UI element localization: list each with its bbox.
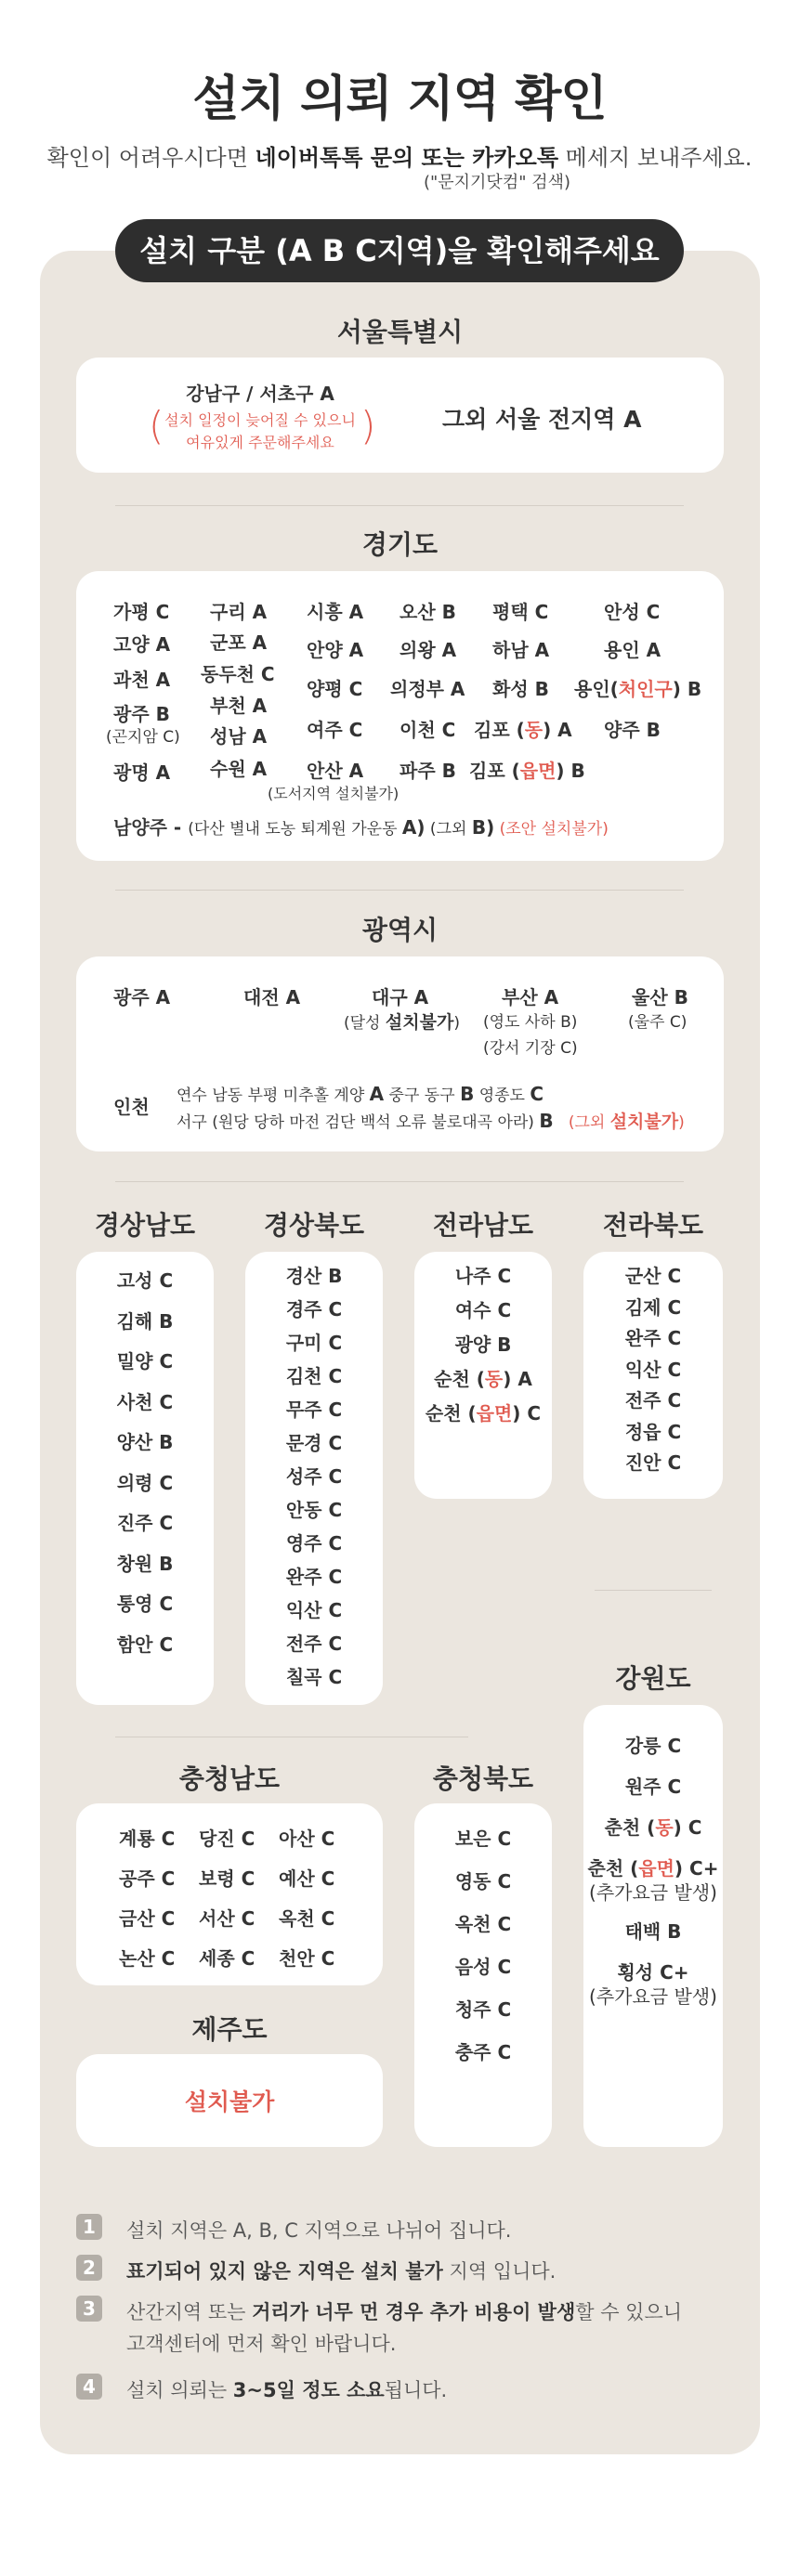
list-item: 충주 C: [454, 2041, 512, 2063]
label-end: ) B: [672, 678, 702, 700]
gyeonggi-gonjiam: (곤지암 C): [106, 728, 180, 747]
list-item: 완주 C: [285, 1566, 343, 1588]
chungnam-boryeong: 보령 C: [199, 1867, 255, 1890]
label: 연수 남동 부평 미추홀 계양: [177, 1086, 370, 1105]
divider: [595, 1590, 712, 1591]
label-end: 됩니다.: [384, 2379, 448, 2401]
gyeonggi-gwangju: 광주 B: [113, 703, 170, 725]
gyeonggi-namyangju: [113, 813, 609, 839]
chungnam-seosan: 서산 C: [199, 1907, 255, 1930]
gyeonggi-guri: 구리 A: [210, 601, 268, 623]
note-number: 4: [76, 2374, 102, 2400]
gyeonggi-suwon: 수원 A: [210, 758, 268, 780]
gyeonggi-hwaseong: 화성 B: [492, 678, 549, 700]
list-item: 사천 C: [116, 1390, 174, 1413]
list-item: 정읍 C: [624, 1420, 682, 1443]
jeonbuk-list: [583, 1261, 723, 1479]
list-item: 김제 C: [624, 1295, 682, 1319]
note-number: 3: [76, 2296, 102, 2322]
note-3: [126, 2297, 682, 2325]
seoul-title: 서울특별시: [336, 317, 464, 347]
label-red: 읍면: [519, 760, 557, 782]
list-item: 김해 B: [116, 1309, 174, 1333]
list-item: 익산 C: [285, 1599, 343, 1621]
list-item: 보은 C: [454, 1828, 512, 1850]
list-item: 문경 C: [285, 1432, 343, 1454]
metro-busan-note2: (강서 기장 C): [483, 1039, 578, 1058]
chungnam-nonsan: 논산 C: [119, 1947, 176, 1970]
jeonnam-list: [414, 1259, 552, 1431]
chungnam-dangjin: 당진 C: [199, 1828, 255, 1850]
metro-gwangju: 광주 A: [113, 986, 171, 1008]
chungnam-geumsan: 금산 C: [119, 1907, 176, 1930]
namyang-areas: (다산 별내 도농 퇴계원 가운동: [188, 820, 402, 839]
label-red-bold: 설치불가: [609, 1112, 679, 1132]
seoul-note-paren-right: ): [360, 403, 376, 449]
gyeonggi-ansan: 안산 A: [307, 760, 364, 782]
label: 영종도: [474, 1086, 530, 1105]
subtitle-highlight: 네이버톡톡 문의 또는 카카오톡: [255, 145, 559, 171]
gangwon-chuncheon-eupmyeon: [583, 1854, 723, 1880]
metro-incheon-line2: [177, 1108, 685, 1133]
label: 설치 의뢰는: [126, 2379, 233, 2401]
gangwon-chuncheon-dong: [583, 1813, 723, 1840]
gyeonggi-yeoju: 여주 C: [307, 719, 363, 741]
list-item: 창원 B: [116, 1552, 174, 1575]
label-red: 동: [655, 1816, 674, 1839]
list-item: 음성 C: [454, 1956, 512, 1978]
section-pill: 설치 구분 (A B C지역)을 확인해주세요: [115, 219, 684, 282]
gyeonggi-gwangmyeong: 광명 A: [113, 761, 171, 784]
gyeonggi-gapyeong: 가평 C: [113, 601, 170, 623]
divider: [115, 890, 684, 891]
list-item: [414, 1397, 552, 1431]
list-item: 안동 C: [285, 1499, 343, 1521]
label-bold: 거리가 너무 먼 경우 추가 비용이 발생: [252, 2301, 576, 2323]
gyeongnam-list: [76, 1261, 214, 1665]
list-item: 전주 C: [285, 1633, 343, 1655]
label-red: 읍면: [476, 1402, 513, 1425]
metro-incheon-line1: [177, 1082, 544, 1105]
list-item: 영동 C: [454, 1870, 512, 1893]
chungnam-title: 충청남도: [178, 1763, 281, 1794]
list-item: 고성 C: [116, 1269, 174, 1292]
label: 순천 (: [425, 1402, 477, 1425]
gyeonggi-osan: 오산 B: [400, 601, 456, 623]
chungnam-sejong: 세종 C: [199, 1947, 255, 1970]
search-note: ("문지기닷컴" 검색): [423, 173, 571, 192]
jeju-unavailable: 설치불가: [184, 2088, 275, 2115]
list-item: 통영 C: [116, 1593, 174, 1615]
label-red: 동: [484, 1368, 504, 1390]
label-bold: 3~5일 정도 소요: [232, 2379, 385, 2401]
label-end: 할 수 있으니: [575, 2301, 683, 2323]
gyeonggi-yongin-cheoin: [574, 674, 701, 701]
label-end: ) C: [673, 1816, 702, 1839]
grade: B: [460, 1083, 475, 1105]
label: (달성: [344, 1014, 386, 1033]
chungnam-asan: 아산 C: [279, 1828, 335, 1850]
gyeongbuk-list: [245, 1259, 383, 1694]
label-bold: 표기되어 있지 않은 지역은 설치 불가: [126, 2260, 443, 2283]
label-end: ) C: [512, 1402, 542, 1425]
gyeonggi-pyeongtaek: 평택 C: [492, 601, 549, 623]
chungnam-yesan: 예산 C: [279, 1867, 335, 1890]
gyeonggi-hanam: 하남 A: [492, 639, 550, 661]
gyeonggi-bucheon: 부천 A: [210, 695, 268, 717]
chungbuk-list: [414, 1817, 552, 2074]
seoul-note-paren-left: (: [149, 403, 164, 449]
gyeonggi-gimpo-dong: [474, 715, 572, 742]
jeonbuk-title: 전라북도: [602, 1210, 704, 1241]
gyeonggi-gunpo: 군포 A: [210, 631, 268, 654]
label-end: ) A: [503, 1368, 532, 1390]
label: 용인(: [574, 678, 619, 700]
list-item: 경산 B: [285, 1265, 343, 1287]
label: 지역 입니다.: [442, 2260, 557, 2283]
label-red-end: ): [678, 1113, 685, 1132]
page-subtitle: [0, 139, 799, 172]
gyeongbuk-title: 경상북도: [263, 1210, 365, 1241]
list-item: 함안 C: [116, 1633, 174, 1656]
namyang-other: (그외: [425, 820, 472, 839]
label: 춘천 (: [587, 1857, 639, 1880]
metro-daegu-note: [344, 1008, 460, 1034]
label-end: ): [453, 1014, 460, 1033]
gangwon-wonju: 원주 C: [624, 1776, 682, 1798]
label-red: 읍면: [638, 1857, 675, 1880]
list-item: 여수 C: [454, 1299, 512, 1321]
divider: [115, 505, 684, 506]
namyang-a: A): [401, 816, 426, 839]
gangwon-title: 강원도: [615, 1663, 691, 1694]
namyang-b: B): [471, 816, 495, 839]
list-item: 성주 C: [285, 1465, 343, 1488]
label: 김포 (: [474, 719, 525, 741]
gangwon-hoengseong: 횡성 C+: [617, 1961, 689, 1984]
gyeonggi-anseong: 안성 C: [604, 601, 661, 623]
list-item: 옥천 C: [454, 1913, 512, 1935]
subtitle-text-end: 메세지 보내주세요.: [558, 145, 753, 171]
label-red: (그외: [568, 1113, 610, 1132]
metro-daegu: 대구 A: [372, 986, 429, 1008]
label-end: ) C+: [674, 1857, 719, 1880]
gyeonggi-goyang: 고양 A: [113, 633, 171, 656]
chungbuk-title: 충청북도: [432, 1763, 534, 1794]
note-1: 설치 지역은 A, B, C 지역으로 나뉘어 집니다.: [126, 2219, 512, 2242]
label: 중구 동구: [384, 1086, 461, 1105]
gyeonggi-yongin: 용인 A: [604, 639, 661, 661]
gyeonggi-yangpyeong: 양평 C: [307, 678, 363, 700]
jeonnam-title: 전라남도: [432, 1210, 534, 1241]
list-item: 양산 B: [116, 1431, 174, 1453]
seoul-note-line2: 여유있게 주문해주세요: [186, 434, 334, 451]
page-title: 설치 의뢰 지역 확인: [192, 72, 607, 127]
gyeonggi-yangju: 양주 B: [604, 719, 661, 741]
list-item: 칠곡 C: [285, 1666, 343, 1688]
list-item: 구미 C: [285, 1332, 343, 1354]
gyeongnam-title: 경상남도: [94, 1210, 196, 1241]
jeju-title: 제주도: [191, 2014, 268, 2045]
gangwon-gangneung: 강릉 C: [624, 1735, 682, 1757]
note-4: [126, 2375, 447, 2403]
list-item: 경주 C: [285, 1298, 343, 1321]
metro-incheon: 인천: [113, 1096, 150, 1118]
label-end: ) B: [556, 760, 585, 782]
gangwon-hoengseong-note: (추가요금 발생): [589, 1985, 717, 2008]
list-item: 광양 B: [454, 1334, 512, 1356]
gyeonggi-gimpo-eupmyeon: [469, 756, 585, 783]
gyeonggi-uiwang: 의왕 A: [400, 639, 457, 661]
list-item: 무주 C: [285, 1399, 343, 1421]
gyeonggi-title: 경기도: [361, 529, 439, 560]
list-item: 의령 C: [116, 1471, 174, 1494]
note-2: [126, 2257, 556, 2284]
list-item: 전주 C: [624, 1389, 682, 1412]
grade: A: [369, 1083, 385, 1105]
chungnam-gyeryong: 계룡 C: [119, 1828, 176, 1850]
gyeonggi-gwacheon: 과천 A: [113, 669, 171, 691]
label: 산간지역 또는: [126, 2301, 253, 2323]
label-red: 처인구: [618, 678, 673, 700]
metro-ulsan: 울산 B: [632, 986, 688, 1008]
list-item: 군산 C: [624, 1265, 682, 1287]
label-red: 동: [524, 719, 544, 741]
list-item: [414, 1362, 552, 1397]
note-number: 1: [76, 2214, 102, 2240]
gyeonggi-dongducheon: 동두천 C: [201, 663, 275, 685]
gyeonggi-siheung: 시흥 A: [307, 601, 364, 623]
label: 순천 (: [434, 1368, 485, 1390]
list-item: 진주 C: [116, 1512, 174, 1534]
metro-ulsan-note: (울주 C): [628, 1013, 688, 1032]
list-item: 영주 C: [285, 1532, 343, 1555]
label: 김포 (: [469, 760, 520, 782]
label: 춘천 (: [604, 1816, 656, 1839]
list-item: 익산 C: [624, 1358, 682, 1381]
grade: B: [539, 1110, 554, 1132]
metro-busan-note1: (영도 사하 B): [483, 1013, 578, 1032]
subtitle-text: 확인이 어려우시다면: [46, 145, 255, 171]
list-item: 김천 C: [285, 1365, 343, 1387]
gyeonggi-uijeongbu: 의정부 A: [390, 678, 465, 700]
metro-busan: 부산 A: [502, 986, 559, 1008]
seoul-others: 그외 서울 전지역 A: [442, 406, 642, 433]
gyeonggi-paju: 파주 B: [400, 760, 456, 782]
chungnam-okcheon: 옥천 C: [279, 1907, 335, 1930]
list-item: 나주 C: [454, 1265, 512, 1287]
list-item: 완주 C: [624, 1327, 682, 1349]
gyeonggi-anyang: 안양 A: [307, 639, 364, 661]
divider: [115, 1181, 684, 1182]
seoul-note-line1: 설치 일정이 늦어질 수 있으니: [164, 411, 356, 429]
namyang-unavailable: (조안 설치불가): [494, 820, 609, 839]
gyeonggi-seongnam: 성남 A: [210, 725, 268, 748]
label-end: ) A: [543, 719, 572, 741]
label-bold: 설치불가: [385, 1012, 454, 1033]
list-item: 밀양 C: [116, 1350, 174, 1373]
metro-daejeon: 대전 A: [243, 986, 301, 1008]
gangwon-taebaek: 태백 B: [624, 1920, 682, 1943]
chungnam-gongju: 공주 C: [119, 1867, 176, 1890]
gyeonggi-ansan-note: (도서지역 설치불가): [268, 785, 400, 802]
chungnam-cheonan: 천안 C: [279, 1947, 335, 1970]
gyeonggi-icheon: 이천 C: [400, 719, 456, 741]
label: 서구 (원당 당하 마전 검단 백석 오류 불로대곡 아라): [177, 1113, 540, 1132]
namyang-label: 남양주 -: [113, 816, 189, 839]
seoul-gangnam: 강남구 / 서초구 A: [186, 383, 334, 405]
list-item: 청주 C: [454, 1998, 512, 2021]
list-item: 진안 C: [624, 1451, 682, 1474]
gangwon-chuncheon-note: (추가요금 발생): [589, 1881, 717, 1904]
grade: C: [530, 1083, 544, 1105]
note-3-line2: 고객센터에 먼저 확인 바랍니다.: [126, 2333, 397, 2355]
note-number: 2: [76, 2255, 102, 2281]
metro-title: 광역시: [361, 915, 439, 945]
